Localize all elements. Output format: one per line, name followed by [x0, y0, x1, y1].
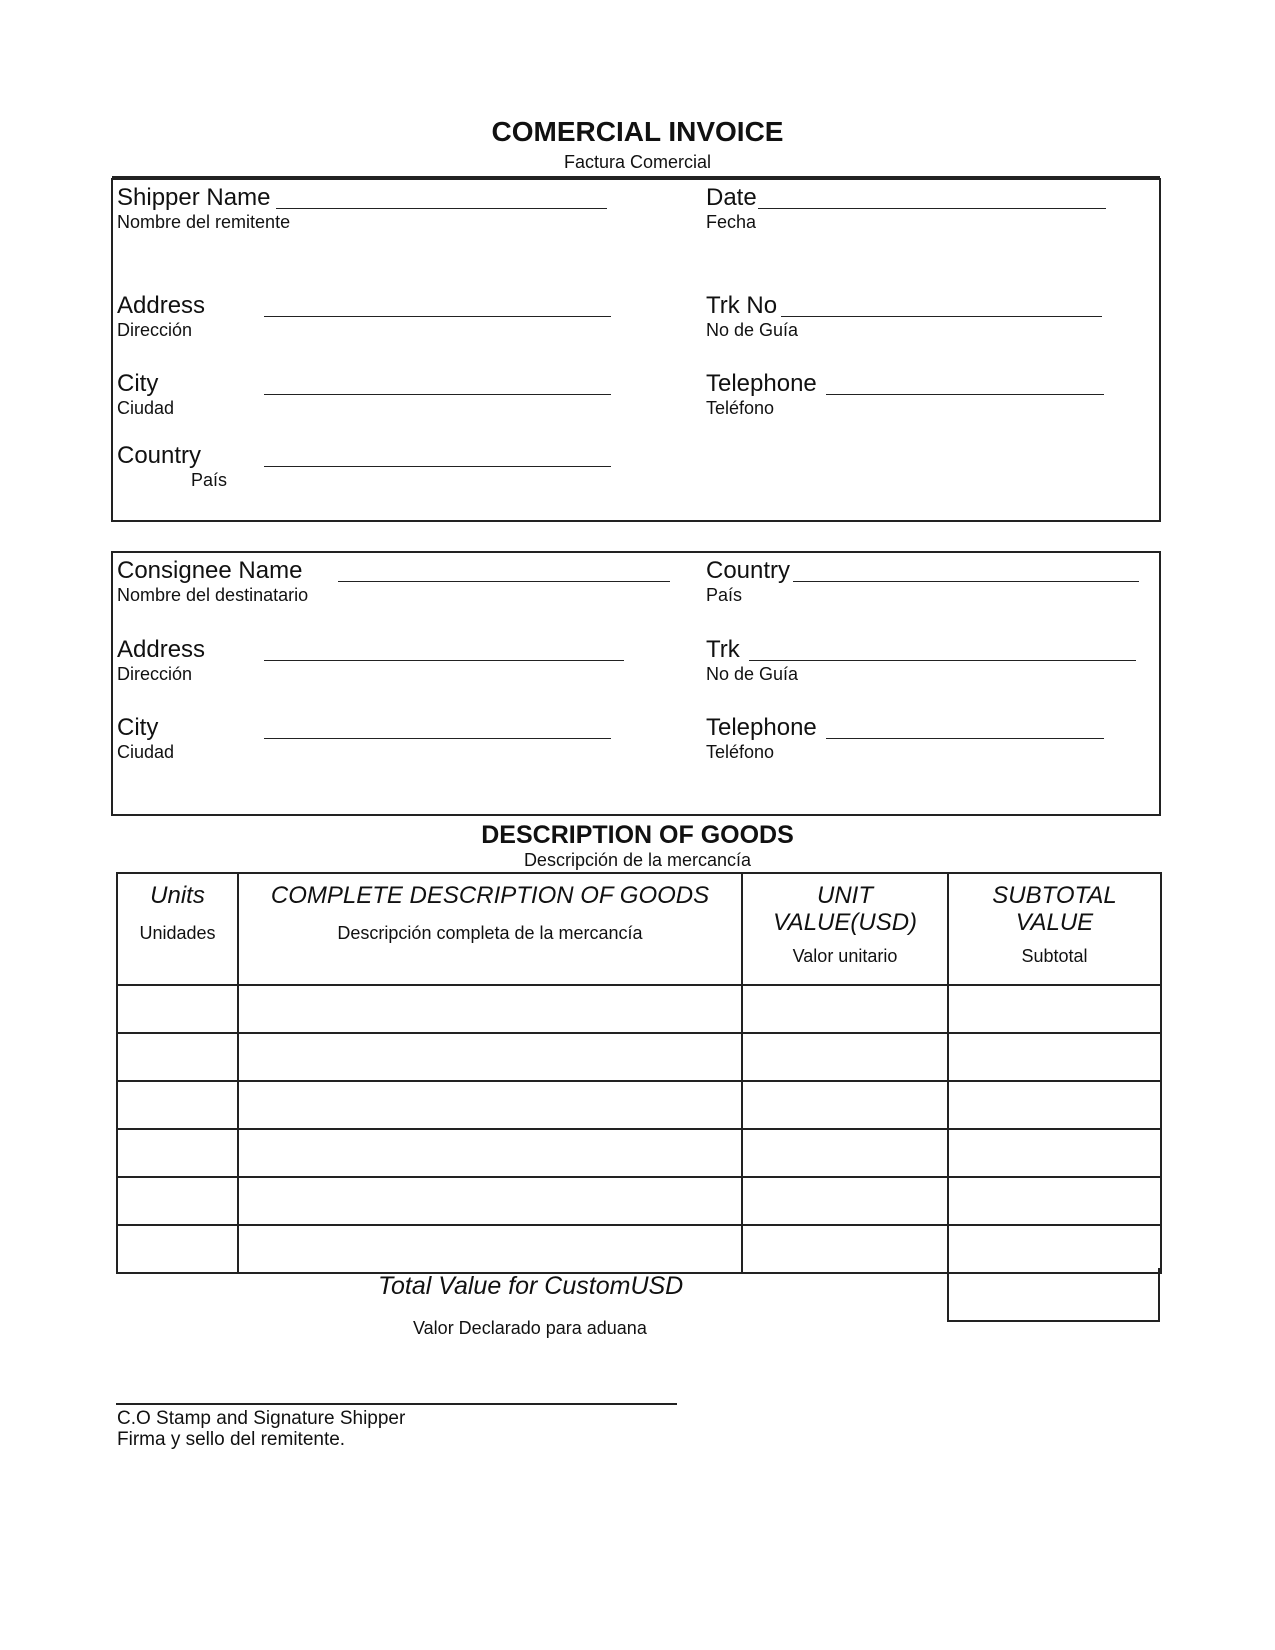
- goods-row: [117, 1225, 1161, 1273]
- subtotal-cell[interactable]: [948, 985, 1161, 1033]
- subtotal-header-sublabel: Subtotal: [1021, 946, 1088, 966]
- shipper-name-label: Shipper Name: [117, 184, 271, 211]
- shipper-country-sublabel: País: [191, 470, 228, 490]
- description-cell[interactable]: [238, 1129, 742, 1177]
- trk-no-sublabel: No de Guía: [706, 320, 799, 340]
- subtotal-cell[interactable]: [948, 1225, 1161, 1273]
- trk-no-label: Trk No: [706, 292, 778, 319]
- subtotal-cell[interactable]: [948, 1033, 1161, 1081]
- unit-value-cell[interactable]: [742, 1225, 948, 1273]
- consignee-address-label: Address: [117, 636, 206, 663]
- consignee-country-sublabel: País: [706, 585, 743, 605]
- signature-sublabel: Firma y sello del remitente.: [117, 1429, 346, 1450]
- unit-value-cell[interactable]: [742, 1033, 948, 1081]
- goods-table: [116, 872, 1162, 1274]
- shipper-city-label: City: [117, 370, 159, 397]
- units-cell[interactable]: [117, 1177, 238, 1225]
- consignee-trk-sublabel: No de Guía: [706, 664, 799, 684]
- total-value-label: Total Value for CustomUSD: [378, 1272, 684, 1300]
- shipper-address-sublabel: Dirección: [117, 320, 193, 340]
- units-header-sublabel: Unidades: [139, 923, 216, 943]
- unit-value-cell[interactable]: [742, 1129, 948, 1177]
- shipper-city-sublabel: Ciudad: [117, 398, 175, 418]
- signature-line[interactable]: [116, 1403, 677, 1405]
- date-label: Date: [706, 184, 757, 211]
- unit-value-column-header: [742, 873, 948, 985]
- consignee-city-sublabel: Ciudad: [117, 742, 175, 762]
- consignee-telephone-field[interactable]: [826, 738, 1104, 739]
- total-value-field[interactable]: [947, 1268, 1160, 1322]
- unit-value-header-sublabel: Valor unitario: [792, 946, 898, 966]
- shipper-country-label: Country: [117, 442, 202, 469]
- units-cell[interactable]: [117, 1081, 238, 1129]
- subtotal-cell[interactable]: [948, 1129, 1161, 1177]
- unit-value-cell[interactable]: [742, 985, 948, 1033]
- date-field[interactable]: [758, 208, 1106, 209]
- description-cell[interactable]: [238, 1033, 742, 1081]
- goods-row: [117, 985, 1161, 1033]
- goods-header-row: [117, 873, 1161, 985]
- signature-label: C.O Stamp and Signature Shipper: [117, 1408, 406, 1429]
- consignee-city-label: City: [117, 714, 159, 741]
- description-header-label: COMPLETE DESCRIPTION OF GOODS: [270, 882, 710, 909]
- units-column-header: [117, 873, 238, 985]
- consignee-name-field[interactable]: [338, 581, 670, 582]
- goods-row: [117, 1033, 1161, 1081]
- shipper-telephone-label: Telephone: [706, 370, 817, 397]
- consignee-trk-label: Trk: [706, 636, 740, 663]
- shipper-telephone-sublabel: Teléfono: [706, 398, 775, 418]
- subtotal-header-label: SUBTOTAL VALUE: [992, 882, 1117, 936]
- units-cell[interactable]: [117, 1033, 238, 1081]
- date-sublabel: Fecha: [706, 212, 757, 232]
- goods-subtitle: Descripción de la mercancía: [523, 850, 752, 870]
- units-cell[interactable]: [117, 1225, 238, 1273]
- description-cell[interactable]: [238, 1177, 742, 1225]
- shipper-address-label: Address: [117, 292, 206, 319]
- unit-value-header-label: UNIT VALUE(USD): [773, 882, 918, 936]
- shipper-name-sublabel: Nombre del remitente: [117, 212, 291, 232]
- subtotal-cell[interactable]: [948, 1177, 1161, 1225]
- document-title: COMERCIAL INVOICE: [491, 116, 784, 147]
- units-cell[interactable]: [117, 1129, 238, 1177]
- units-header-label: Units: [150, 882, 205, 909]
- units-cell[interactable]: [117, 985, 238, 1033]
- shipper-address-field[interactable]: [264, 316, 611, 317]
- shipper-name-field[interactable]: [276, 208, 607, 209]
- consignee-name-label: Consignee Name: [117, 557, 303, 584]
- description-cell[interactable]: [238, 985, 742, 1033]
- shipper-telephone-field[interactable]: [826, 394, 1104, 395]
- goods-row: [117, 1129, 1161, 1177]
- goods-row: [117, 1177, 1161, 1225]
- description-cell[interactable]: [238, 1081, 742, 1129]
- shipper-country-field[interactable]: [264, 466, 611, 467]
- total-value-sublabel: Valor Declarado para aduana: [413, 1318, 647, 1338]
- goods-title: DESCRIPTION OF GOODS: [481, 821, 794, 849]
- consignee-trk-field[interactable]: [749, 660, 1136, 661]
- consignee-address-sublabel: Dirección: [117, 664, 193, 684]
- subtotal-cell[interactable]: [948, 1081, 1161, 1129]
- consignee-country-field[interactable]: [793, 581, 1139, 582]
- description-cell[interactable]: [238, 1225, 742, 1273]
- trk-no-field[interactable]: [781, 316, 1102, 317]
- consignee-telephone-sublabel: Teléfono: [706, 742, 775, 762]
- description-header-sublabel: Descripción completa de la mercancía: [337, 923, 643, 943]
- goods-row: [117, 1081, 1161, 1129]
- consignee-address-field[interactable]: [264, 660, 624, 661]
- consignee-city-field[interactable]: [264, 738, 611, 739]
- document-subtitle: Factura Comercial: [563, 152, 712, 172]
- consignee-name-sublabel: Nombre del destinatario: [117, 585, 309, 605]
- unit-value-cell[interactable]: [742, 1081, 948, 1129]
- unit-value-cell[interactable]: [742, 1177, 948, 1225]
- description-column-header: [238, 873, 742, 985]
- consignee-telephone-label: Telephone: [706, 714, 817, 741]
- subtotal-column-header: [948, 873, 1161, 985]
- shipper-city-field[interactable]: [264, 394, 611, 395]
- consignee-country-label: Country: [706, 557, 791, 584]
